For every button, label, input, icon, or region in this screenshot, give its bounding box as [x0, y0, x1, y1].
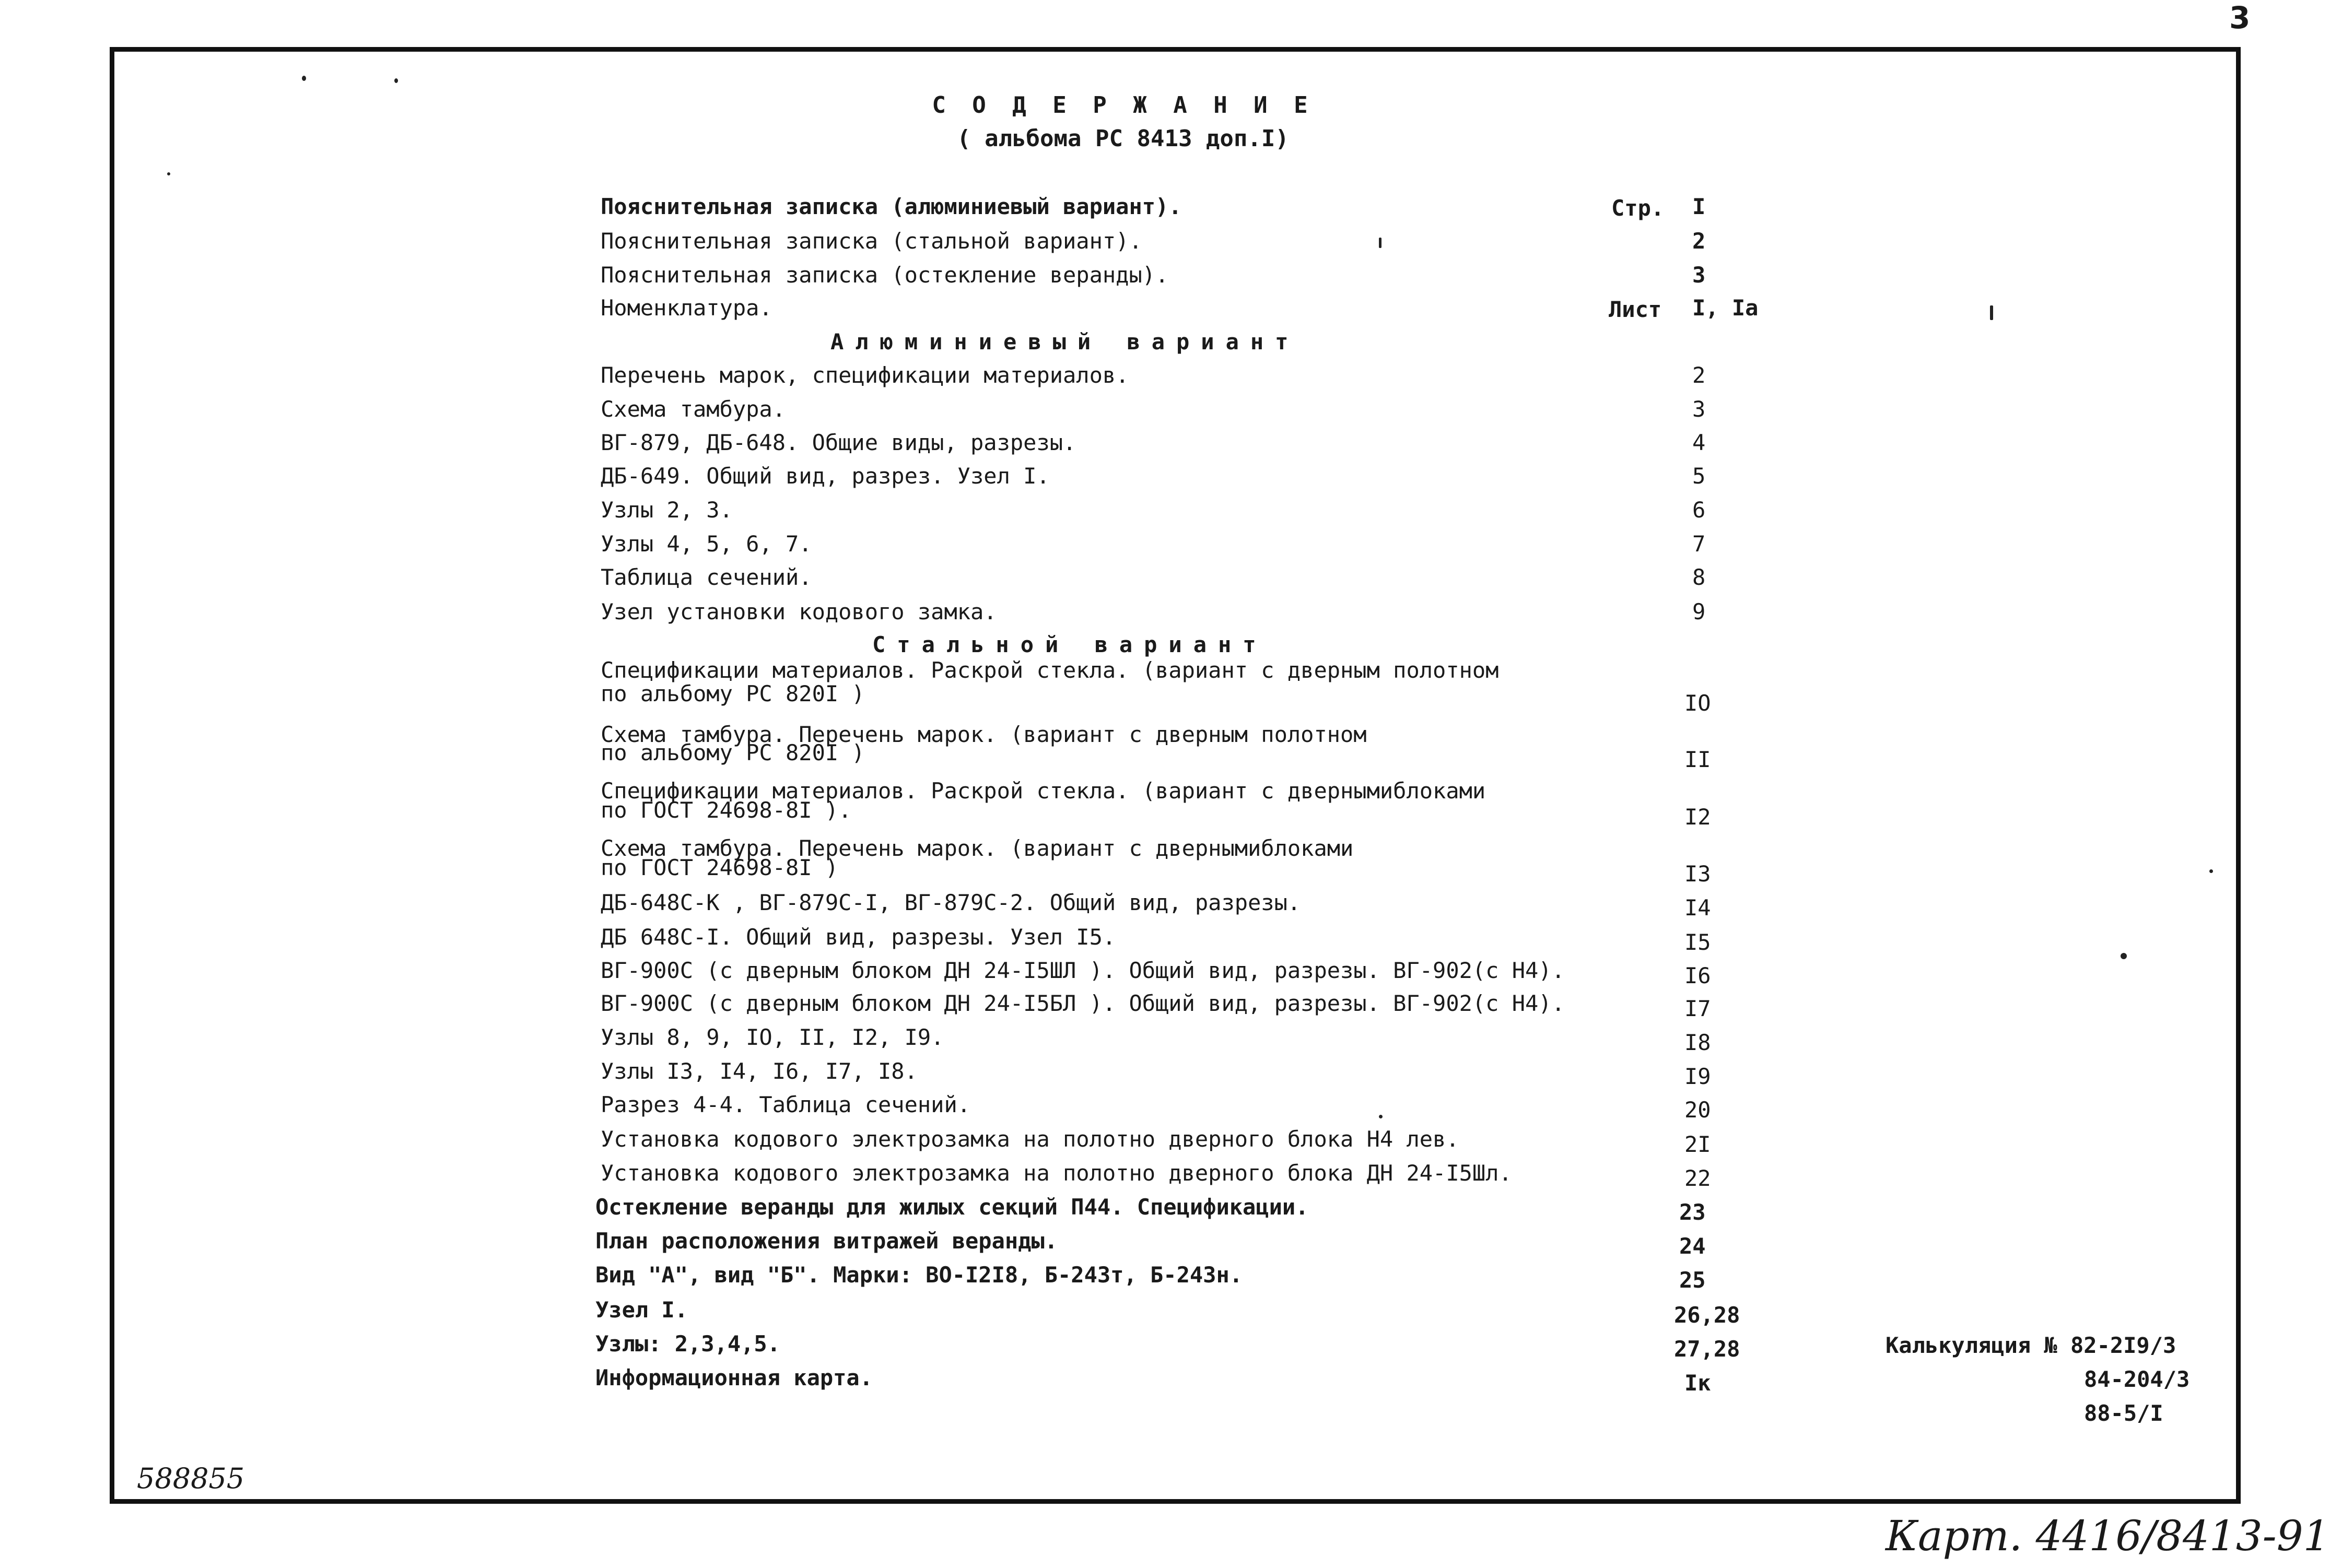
toc-page: I9	[1684, 1064, 1711, 1089]
toc-page: 3	[1692, 262, 1706, 288]
toc-page: 7	[1692, 531, 1706, 557]
toc-page: I7	[1684, 996, 1711, 1021]
toc-page: 24	[1679, 1233, 1706, 1259]
toc-page: 27,28	[1674, 1336, 1740, 1362]
scan-speck	[394, 78, 398, 83]
toc-page: 26,28	[1674, 1302, 1740, 1328]
inventory-number: 588855	[137, 1462, 245, 1495]
toc-page: IO	[1684, 690, 1711, 716]
toc-page: I	[1692, 194, 1706, 219]
section-heading-aluminum: Алюминиевый вариант	[830, 329, 1300, 355]
scan-speck	[1990, 305, 1993, 320]
toc-page: 9	[1692, 599, 1706, 624]
toc-page: 3	[1692, 396, 1706, 422]
calculation-line2: 84-204/3	[2084, 1366, 2190, 1392]
document-subtitle: ( альбома РС 8413 доп.I)	[957, 125, 1289, 152]
toc-page: I6	[1684, 963, 1711, 988]
toc-page: I4	[1684, 895, 1711, 921]
scan-speck	[2209, 869, 2213, 873]
toc-page: 25	[1679, 1267, 1706, 1293]
sheet-label: Лист	[1609, 297, 1662, 322]
toc-page: I3	[1684, 861, 1711, 887]
handwritten-archive-note: Карт. 4416/8413-91	[1886, 1512, 2330, 1560]
calculation-line3: 88-5/I	[2084, 1400, 2163, 1426]
toc-page: 20	[1684, 1097, 1711, 1123]
document-title: С О Д Е Р Ж А Н И Е	[932, 92, 1314, 119]
toc-page: I, Ia	[1692, 295, 1759, 321]
toc-page: II	[1684, 747, 1711, 772]
scan-speck	[2121, 953, 2127, 959]
calculation-line1: Калькуляция № 82-2I9/3	[1886, 1333, 2176, 1358]
toc-page: 2	[1692, 362, 1706, 388]
sheet-number: 3	[2229, 0, 2251, 36]
toc-page: I8	[1684, 1030, 1711, 1055]
toc-page: 2I	[1684, 1131, 1711, 1157]
toc-page: 23	[1679, 1199, 1706, 1225]
toc-page: 6	[1692, 497, 1706, 523]
toc-page: 5	[1692, 463, 1706, 489]
toc-page: 22	[1684, 1165, 1711, 1191]
scan-speck	[167, 172, 170, 175]
scan-speck	[1379, 1115, 1383, 1118]
pages-label: Стр.	[1611, 195, 1665, 221]
section-heading-steel: Стальной вариант	[872, 632, 1268, 657]
toc-page: 4	[1692, 430, 1706, 455]
toc-page: Iк	[1684, 1370, 1711, 1396]
toc-page: 8	[1692, 564, 1706, 590]
scan-speck	[302, 76, 306, 81]
toc-page: 2	[1692, 228, 1706, 254]
toc-page: I2	[1684, 804, 1711, 830]
toc-page: I5	[1684, 929, 1711, 955]
scan-speck	[1379, 238, 1381, 248]
